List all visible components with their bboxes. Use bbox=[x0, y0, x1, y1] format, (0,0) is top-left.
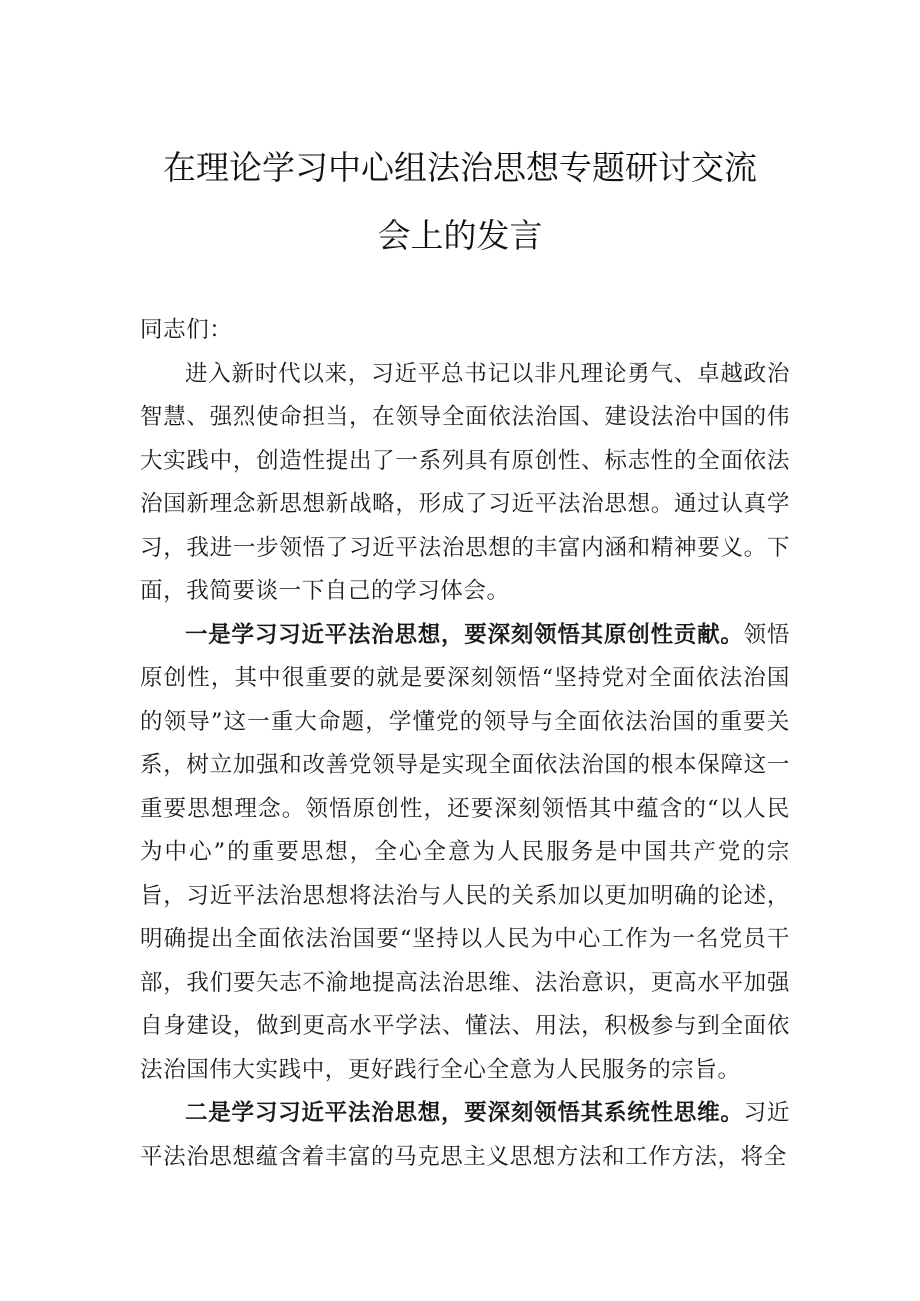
paragraph-point-one-text: 领悟原创性，其中很重要的就是要深刻领悟“坚持党对全面依法治国的领导”这一重大命题，学懂党的领导与全面依法治国的重要关系，树立加强和改善党领导是实现全面依法治国的根本保障这一重要思想理念。领悟原创性，还要深刻领悟其中蕴含的“以人民为中心”的重要思想，全心全意为人民服务是中国共产党的宗旨，习近平法治思想将法治与人民的关系加以更加明确的论述，明确提出全面依法治国要“坚持以人民为中心工作为一名党员干部，我们要矢志不渝地提高法治思维、法治意识，更高水平加强自身建设，做到更高水平学法、懂法、用法，积极参与到全面依法治国伟大实践中，更好践行全心全意为人民服务的宗旨。 bbox=[140, 621, 791, 1083]
paragraph-point-two-text: 习近平法治思想蕴含着丰富的马克思主义思想方法和工作方法，将全 bbox=[140, 1100, 791, 1170]
document-body bbox=[140, 309, 790, 1179]
paragraph-point-two bbox=[140, 1092, 790, 1179]
paragraph-point-one bbox=[140, 614, 790, 1093]
document-title-line-1: 在理论学习中心组法治思想专题研讨交流 bbox=[163, 148, 757, 187]
paragraph-intro bbox=[140, 353, 790, 614]
paragraph-intro-text: 进入新时代以来，习近平总书记以非凡理论勇气、卓越政治智慧、强烈使命担当，在领导全面依法治国、建设法治中国的伟大实践中，创造性提出了一系列具有原创性、标志性的全面依法治国新理念新思想新战略，形成了习近平法治思想。通过认真学习，我进一步领悟了习近平法治思想的丰富内涵和精神要义。下面，我简要谈一下自己的学习体会。 bbox=[140, 360, 790, 604]
paragraph-point-one-heading: 一是学习习近平法治思想，要深刻领悟其原创性贡献。 bbox=[185, 621, 744, 648]
salutation: 同志们： bbox=[140, 317, 233, 343]
paragraph-point-two-heading: 二是学习习近平法治思想，要深刻领悟其系统性思维。 bbox=[185, 1100, 744, 1126]
document-title-line-2: 会上的发言 bbox=[377, 216, 543, 255]
